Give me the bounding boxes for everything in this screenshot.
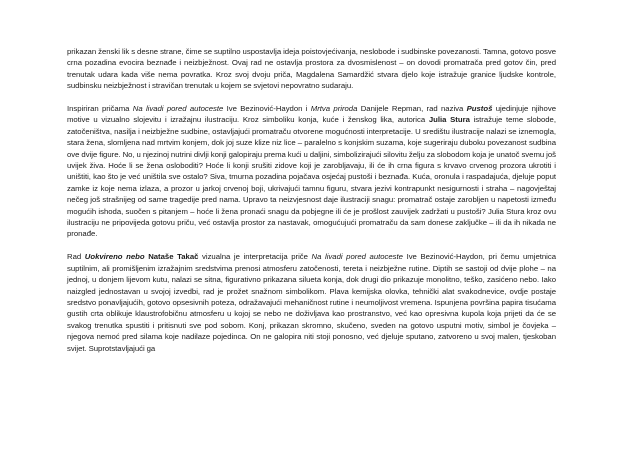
bold-italic-text-run: Pustoš <box>466 104 493 114</box>
paragraph-gap <box>67 240 556 251</box>
paragraph-3 <box>67 251 556 354</box>
paragraph-1 <box>67 46 556 92</box>
text-run: istražuje teme slobode, zatočeništva, nasilja i neizbježne sudbine, ostavljajući promatraču otvorene mogućnosti interpretacije. U središtu ilustracije nalazi se iznemogla, stara žena, slomljena nad mrtvim konjem, dok joj suze klize niz lice – paralelno s konjskim suzama, koje sugeriraju duboku povezanost sudbina ove dvije figure. No, u njezinoj nutrini divlji konji galopiraju prema kući u daljini, simbolizirajući silovitu želju za slobodom koja je unatoč svemu još uvijek živa. Hoće li se žena osloboditi? Hoće li konji srušiti zidove koji je zarobljavaju, ili će ih crna figura s krvavo crvenog prozora ukrotiti i uništiti, kao što je već uništila sve ostalo? Siva, tmurna pozadina pojačava osjećaj pustoši i beznađa. Kuća, oronula i raspadajuća, djeluje poput zamke iz koje nema izlaza, a prozor u jarkoj crvenoj boji, ukrivajući tamnu figuru, stvara jezivi kontrapunkt nesigurnosti i straha – nagovještaj nečeg još strašnijeg od same tragedije pred nama. Upravo ta neizvjesnost daje ilustraciji snagu: promatrač ostaje zarobljen u napetosti između mogućih ishoda, suočen s pitanjem – hoće li žena pronaći snagu da pobjegne ili će je prošlost zauvijek zadržati u pustoši? Julia Stura kroz ovu ilustraciju ne pripovijeda gotovu priču, već ostavlja prostor za nastavak, omogućujući promatraču da sam donese zaključke – ili da ih nikada ne pronađe. <box>67 115 556 239</box>
italic-text-run: Na livadi pored autoceste <box>132 104 224 114</box>
text-run: vizualna je interpretacija priče <box>198 252 312 262</box>
text-run: Ive Bezinović-Haydon, pri čemu umjetnica suptilnim, ali promišljenim izražajnim sredstvima prenosi atmosferu zatočenosti, tereta i neizbježne rutine. Diptih se sastoji od dvije plohe – na jednoj, u donjem lijevom kutu, nalazi se sitna, figurativno prikazana silueta konja, dok drugi dio prikazuje monolitno, teško, zasićeno nebo. Iako naizgled jednostavan u svojoj izvedbi, rad je prožet snažnom simbolikom. Plava kemijska olovka, tehnički alat svakodnevice, ovdje postaje sredstvo ponavljajućih, gotovo opsesivnih poteza, odražavajući mehaničnost rutine i neumoljivost vremena. Ispunjena površina papira tisućama gustih crta oblikuje klaustrofobičnu atmosferu u kojoj se nebo ne doživljava kao prostranstvo, već kao opresivna kupola koja prijeti da će se svakog trenutka spustiti i pritisnuti sve pod sobom. Konj, prikazan skromno, skučeno, sveden na gotovo usputni motiv, simbol je čovjeka – njegova nemoć pred silama koje nadilaze pojedinca. On ne galopira niti stoji ponosno, već djeluje sputano, zatvoreno u svoj malen, tjeskoban svijet. Suprotstavljajući ga <box>67 252 556 353</box>
text-run: prikazan ženski lik s desne strane, čime se suptilno uspostavlja ideja poistovjećivanja, neslobode i sudbinske povezanosti. Tamna, gotovo posve crna pozadina evocira beznađe i neizbježnost. Ovaj rad ne ostavlja prostora za dvosmislenost – on dovodi promatrača pred gotov čin, pred trenutak udara kada više nema povratka. Kroz svoj dvoju priča, Magdalena Samardžić stvara djelo koje istražuje granice ljudske kontrole, sudbinsku neizbježnost i stravičan trenutak u kojem se svjetovi nepovratno sudaraju. <box>67 47 556 91</box>
text-run: ujedinjuje njihove motive u vizualno slojevitu i izražajnu ilustraciju. Kroz simboliku konja, kuće i ženskog lika, autorica <box>67 104 556 125</box>
italic-text-run: Mrtva priroda <box>310 104 358 114</box>
italic-text-run: Na livadi pored autoceste <box>311 252 403 262</box>
bold-text-run: Julia Stura <box>428 115 470 125</box>
text-run: Rad <box>67 252 85 262</box>
bold-text-run: Nataše Takač <box>148 252 199 262</box>
paragraph-gap <box>67 92 556 103</box>
text-run: Inspiriran pričama <box>67 104 133 114</box>
bold-italic-text-run: Uokvireno nebo <box>84 252 145 262</box>
text-run: Danijele Repman, rad naziva <box>357 104 467 114</box>
document-page <box>67 46 556 354</box>
paragraph-2 <box>67 103 556 240</box>
text-run: Ive Bezinović-Haydon i <box>223 104 311 114</box>
